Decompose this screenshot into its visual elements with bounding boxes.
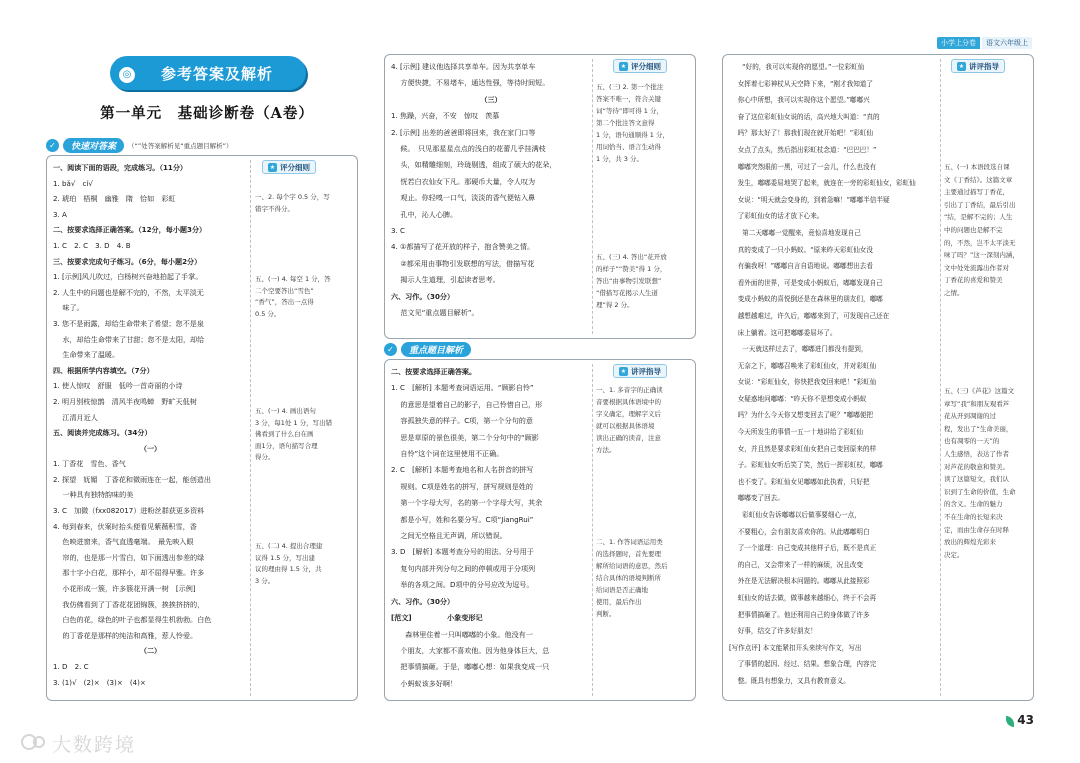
answer-line: 规则。C项是姓名的拼写，拼写规则是姓的 xyxy=(391,481,533,491)
answer-line: 一、阅读下面的语段，完成练习。（11分） xyxy=(53,163,188,172)
scoring-badge-left xyxy=(262,160,316,174)
answer-line: “好的，我可以实现你的愿望。”一位彩虹仙 xyxy=(729,63,865,71)
answer-line: 女挥着七彩神杖从天空降下来，“刚才我知道了 xyxy=(729,79,873,88)
leaf-icon xyxy=(1006,716,1014,727)
answer-line: 嘟嘟突然眼前一黑，可过了一会儿，什么也没有 xyxy=(729,162,877,171)
scoring-note-line: 词“等待”即可得 1 分， xyxy=(596,107,664,115)
watermark-logo-icon xyxy=(20,731,48,753)
scoring-note-line: 决定。 xyxy=(944,550,964,559)
answer-line: 有骗我呀！”嘟嘟自言自语地说。嘟嘟想出去看 xyxy=(729,262,873,271)
answer-line: 了彩虹仙女的话才放下心来。 xyxy=(729,212,824,221)
answer-line: 4. [示例] 建议他选择共享单车。因为共享单车 xyxy=(391,62,536,71)
answer-line: 一种具有独特韵味的美 xyxy=(53,490,134,500)
answer-line: 白色的花，绿色的叶子也都显得生机勃勃。白色 xyxy=(53,615,212,625)
scoring-note-line: 一、1. 多音字的正确读 xyxy=(596,386,663,394)
story-text xyxy=(729,59,939,690)
scoring-badge-middle-label: 评分细则 xyxy=(631,61,661,71)
answer-line: 了事情的起因、经过、结果。想象合理，内容完 xyxy=(729,660,877,669)
answer-line: 1. C [解析] 本题考查词语运用。“顾影自怜” xyxy=(391,383,534,393)
scoring-note-line: 理”得 2 分。 xyxy=(596,301,634,309)
answer-line: 1. bǎ√ cí√ xyxy=(53,178,93,188)
answer-line: 把事情搞砸了。他还利用自己的身体做了许多 xyxy=(729,610,870,619)
scoring-note xyxy=(255,274,331,320)
scoring-note-line: 五、(一) 本语段选自课 xyxy=(944,163,1010,171)
scoring-note-line: 之情。 xyxy=(944,288,964,297)
star-icon: ★ xyxy=(620,62,627,70)
answer-line: 1. C 2. C 3. D 4. B xyxy=(53,240,131,250)
scoring-note-line: 议得 1.5 分，写出建 xyxy=(255,553,315,562)
answer-line: 方便快捷，不易堵车，通达性强，等待时间短。 xyxy=(391,78,550,88)
check-icon: ✓ xyxy=(384,343,397,356)
answer-line: 彩虹仙女告诉嘟嘟以后做事要细心一点， xyxy=(729,511,861,520)
scoring-note-line: 也有凋零的一天”的 xyxy=(944,437,1000,446)
scoring-note-line: 五、(三)《芦花》这篇文 xyxy=(944,387,1015,395)
guidance-badge-middle xyxy=(613,364,667,378)
scoring-note-line: 解所给词语的意思，然后 xyxy=(596,562,668,570)
scoring-note xyxy=(596,81,669,165)
answer-line: 小花形成一簇，许多簇花开满一树 [示例] xyxy=(53,584,196,594)
scoring-note-line: 程，发出了“生命美丽， xyxy=(944,424,1013,433)
answer-line: 森林里住着一只叫嘟嘟的小象。他没有一 xyxy=(391,629,533,639)
answer-line: 五、阅读并完成练习。（34分） xyxy=(53,428,152,438)
scoring-note-line: 答案不唯一，符合关键 xyxy=(596,95,661,103)
answer-line: 思是草原的景色很美，第二个分句中的“顾影 xyxy=(391,432,539,442)
scoring-badge-left-label: 评分细则 xyxy=(280,162,310,172)
scoring-note-line: 主要通过描写丁香花， xyxy=(944,188,1009,197)
answer-line: 3. C xyxy=(391,226,405,236)
answer-line: 我仿佛看到了丁香花花团锦簇，挨挨挤挤的， xyxy=(53,599,205,609)
scoring-note-line: 五、(一) 4. 画出语句 xyxy=(255,407,316,415)
answer-line: 2. [示例] 出差的爸爸即将回来，我在家门口等 xyxy=(391,127,536,137)
scoring-note-line: 读出正确的读音，注意 xyxy=(596,434,661,442)
scoring-note xyxy=(596,251,667,311)
scoring-note xyxy=(596,384,663,456)
quick-answers-heading xyxy=(46,137,233,153)
answer-line: [范文] 小象变形记 xyxy=(391,613,483,623)
answer-line: 二、按要求选择正确答案。 xyxy=(391,367,477,376)
scoring-note-line: 给词语是否正确地 xyxy=(596,586,648,594)
answer-line: 第二天嘟嘟一觉醒来，竟惊喜地发现自己 xyxy=(729,228,861,237)
middle-top-panel xyxy=(384,54,696,339)
scoring-note-line: 读了这篇短文，我们认 xyxy=(944,475,1009,484)
scoring-note-line: 五、(三) 4. 答出“花开放 xyxy=(596,253,667,261)
answer-line: 江清月近人 xyxy=(53,412,98,422)
answer-line: 真的变成了一只小蚂蚁。“原来昨天彩虹仙女没 xyxy=(729,245,873,254)
scoring-note-line: 丁香花的喜爱和赞美 xyxy=(944,276,1003,285)
unit-title: 第一单元 基础诊断卷（A卷） xyxy=(100,105,314,122)
answer-line: （二） xyxy=(139,646,162,656)
answer-line: 女说：“明天就会变身的，到着急嘛！”嘟嘟半信半疑 xyxy=(729,195,890,204)
answer-line: 越想越难过，许久后，嘟嘟来到了，可发现自己还在 xyxy=(729,311,890,320)
scoring-note-line: 字义确定，理解字义后 xyxy=(596,410,661,418)
answer-line: 帘的，也是那一片雪白，如下面透出参差的绿 xyxy=(53,552,205,562)
answer-line: 女疑惑地问嘟嘟：“昨天你不是想变成小蚂蚁 xyxy=(729,394,867,403)
answer-line: 那十字小白花，那样小，却不屈得早雅。许多 xyxy=(53,568,205,578)
answer-line: 味了。 xyxy=(53,303,84,313)
answer-line: 2. 探望 妩媚 丁香花和微雨连在一起，能创造出 xyxy=(53,474,211,484)
answer-line: 举的各项之间。D项中的分号应改为逗号。 xyxy=(391,580,534,590)
answer-line: 个朋友，大家都不喜欢他。因为他身体巨大，总 xyxy=(391,645,550,655)
scoring-note-line: 中的问题也是解不完 xyxy=(944,225,1003,234)
answer-line: 吗？为什么今天你又想变回去了呢？”嘟嘟便把 xyxy=(729,411,873,420)
answer-line: 女点了点头，然后指出彩虹杖念道：“巴巴巴！” xyxy=(729,145,877,154)
scoring-note-line: 音要根据具体语境中的 xyxy=(596,398,661,406)
scoring-note-line: 得分。 xyxy=(255,453,275,461)
answer-line: 也不变了。彩虹仙女见嘟嘟如此执着，只好把 xyxy=(729,477,870,486)
answer-line: 六、习作。（30分） xyxy=(391,291,455,301)
scoring-note-line: 五、(二) 4. 提出合理建 xyxy=(255,542,323,550)
scoring-note-line: 文中处处流露出作者对 xyxy=(944,263,1009,272)
answer-line: 看外面的世界，可是变成小蚂蚁后，嘟嘟发现自己 xyxy=(729,278,883,287)
left-answers xyxy=(53,160,248,690)
scoring-note-line: 判断。 xyxy=(596,610,616,618)
key-analysis-heading xyxy=(384,341,471,357)
page-number: 43 xyxy=(1017,713,1034,727)
scoring-note-line: 一、2. 每个字 0.5 分，写 xyxy=(255,193,330,201)
answer-line: 4. ①都描写了花开放的样子，抱含赞美之情。 xyxy=(391,242,535,252)
answer-line: 第一个字母大写，名的第一个字母大写，其余 xyxy=(391,498,543,508)
scoring-note-line: 3 分。 xyxy=(255,576,275,585)
answer-line: 2. C [解析] 本题考查地名和人名拼音的拼写 xyxy=(391,465,534,475)
answer-line: 六、习作。（30分） xyxy=(391,596,455,606)
scoring-note-line: 二、1. 作答词语运用类 xyxy=(596,538,663,546)
answer-line: 1. D 2. C xyxy=(53,662,89,671)
scoring-note-line: 章写“我”和朋友观看芦 xyxy=(944,399,1010,408)
scoring-note-line: 使用，最后作出 xyxy=(596,598,642,606)
scoring-note-line: 识到了生命的价值，生命 xyxy=(944,487,1016,496)
answer-line: 变成小蚂蚁的喜悦倒还是在森林里的朋友们，嘟嘟 xyxy=(729,295,883,304)
middle-bottom-panel xyxy=(384,359,696,701)
answer-line: 发生，嘟嘟委屈地哭了起来，就连在一旁的彩虹仙女，彩虹仙 xyxy=(729,179,916,188)
answer-line: 1. 焦躁，兴奋，不安 惊叹 羡慕 xyxy=(391,111,500,121)
header-tag-grade: 小学上分卷 xyxy=(937,37,980,49)
star-icon: ★ xyxy=(269,163,276,171)
scoring-note-line: 的，不然，岂不太平淡无 xyxy=(944,238,1016,247)
answer-banner xyxy=(110,56,306,90)
answer-line: 复句内部并列分句之间的停顿或用于分项列 xyxy=(391,563,536,573)
left-panel xyxy=(46,155,358,701)
answer-line: 2. 琥珀 梧桐 幽雅 隋 恰如 彩虹 xyxy=(53,194,176,204)
answer-line: 之间无空格且无声调，所以错误。 xyxy=(391,531,507,541)
answer-line: 孔中，沁人心脾。 xyxy=(391,209,458,219)
answer-line: 小蚂蚁该多好啊！ xyxy=(391,678,458,688)
scoring-note-line: 结合具体的语境判断所 xyxy=(596,574,661,582)
scoring-note-line: 人生感悟，表达了作者 xyxy=(944,449,1009,458)
scoring-note-line: 就可以根据具体语境 xyxy=(596,422,655,430)
answer-line: 色映进窗来，香气直透毫端。 最先映入眼 xyxy=(53,537,194,547)
scoring-note-line: 的含义。生命的魅力 xyxy=(944,500,1003,509)
answer-line: 3. 您不是雨露，却给生命带来了希望；您不是泉 xyxy=(53,318,204,328)
answer-line: 3. (1)√ (2)× (3)× (4)× xyxy=(53,677,146,687)
scoring-note xyxy=(255,192,330,215)
scoring-note-line: “香气”，答出一点得 xyxy=(255,298,314,306)
answer-line: 水，却给生命带来了甘甜；您不是太阳，却给 xyxy=(53,334,205,344)
scoring-note-line: 定，而由生命存在时释 xyxy=(944,525,1009,534)
guidance-badge-right-label: 讲评指导 xyxy=(969,61,999,71)
scoring-note-line: 花从开到凋谢的过 xyxy=(944,412,996,421)
watermark: 大数跨境 xyxy=(52,734,137,756)
scoring-note-line: 面1分，语句描写合理 xyxy=(255,441,318,450)
answer-line: 生命带来了温暖。 xyxy=(53,350,120,360)
scoring-note-line: 用词恰当、语言生动得 xyxy=(596,143,661,151)
scoring-note xyxy=(255,541,322,587)
scoring-note-line: 的样子”“赞美”得 1 分， xyxy=(596,265,667,273)
answer-line: 的自己，又会带来了一样的麻烦，况且改变 xyxy=(729,560,863,569)
guidance-badge-middle-label: 讲评指导 xyxy=(631,366,661,376)
answer-line: 整。既具有想象力，又具有教育意义。 xyxy=(729,676,850,685)
answer-line: 不要粗心，会有朋友喜欢你的。从此嘟嘟明白 xyxy=(729,527,870,536)
scoring-note-line: “结，是解不完的；人生 xyxy=(944,213,1013,222)
answer-line: 了一个道理：自己变成其他样子后，既不是真正 xyxy=(729,544,877,553)
answer-line: 嘟嘟变了回去。 xyxy=(729,494,784,503)
answer-line: 好事，结交了许多好朋友！ xyxy=(729,627,817,636)
scoring-note-line: 第二个批注答文意得 xyxy=(596,119,655,127)
scoring-note-line: 1 分，语句通顺得 1 分， xyxy=(596,131,669,139)
scoring-note-line: 引出了丁香结，最后引出 xyxy=(944,200,1016,209)
column-divider xyxy=(940,59,941,696)
answer-line: 头，如精雕细刻，玲珑剔透，组成了硕大的花朵， xyxy=(391,160,557,170)
answer-line: 2. 明月别枝惊鹊 清风半夜鸣蝉 野旷天低树 xyxy=(53,396,197,406)
answer-line: 把事情搞砸。于是，嘟嘟心想：如果我变成一只 xyxy=(391,662,550,672)
middle-bottom-answers xyxy=(391,364,591,692)
answer-banner-text: 参考答案及解析 xyxy=(160,64,273,83)
right-panel xyxy=(722,54,1034,701)
answer-line: 虹仙女的话去做，做事越来越细心，终于不会再 xyxy=(729,594,877,602)
answer-line: （三） xyxy=(480,94,502,104)
answer-line: [写作点评] 本文能紧扣开头来续写作文，写出 xyxy=(729,643,862,652)
scoring-note-line: “借描写花揭示人生道 xyxy=(596,289,658,297)
target-icon: ◎ xyxy=(116,64,138,86)
scoring-note-line: 二个空要答出“雪色” xyxy=(255,286,314,295)
answer-line: 的意思是望着自己的影子，自己怜惜自己，形 xyxy=(391,399,543,409)
answer-line: 恍若白衣仙女下凡。那硬币大量，令人叹为 xyxy=(391,176,536,186)
answer-line: 奋了这位彩虹仙女说的话，高兴地大叫道：“真的 xyxy=(729,112,880,121)
scoring-note-line: 0.5 分。 xyxy=(255,309,281,318)
scoring-note xyxy=(255,406,332,464)
answer-line: 候。 只见那星星点点的浅白的花蕾几乎挂满枝 xyxy=(391,144,546,154)
scoring-note xyxy=(944,161,1019,300)
answer-line: 范文见“重点题目解析”。 xyxy=(391,308,479,318)
answer-line: 1. 丁香花 雪色、香气 xyxy=(53,459,126,469)
column-divider xyxy=(592,59,593,334)
answer-line: 自怜”这个词在这里使用不正确。 xyxy=(391,449,504,459)
answer-line: 4. 每到春来，伏案时抬头便看见紫薇积雪，香 xyxy=(53,521,197,531)
header-tags xyxy=(937,37,1032,49)
answer-line: 的丁香花是那样的纯洁和高雅，惹人怜爱。 xyxy=(53,630,198,640)
scoring-note-line: 五、(一) 4. 每空 1 分，答 xyxy=(255,275,331,283)
answer-line: 今天所发生的事情一五一十地讲给了彩虹仙 xyxy=(729,428,863,437)
answer-line: 床上躺着。这可把嘟嘟委屈坏了。 xyxy=(729,328,837,337)
scoring-note-line: 1 分，共 3 分。 xyxy=(596,155,643,163)
scoring-note-line: 3 分，每1处 1 分，写出错 xyxy=(255,418,333,427)
star-icon: ★ xyxy=(958,62,965,70)
scoring-note-line: 佛看到了什么白在画 xyxy=(255,430,314,438)
answer-line: 子。彩虹仙女听后笑了笑，然后一挥彩虹杖，嘟嘟 xyxy=(729,461,883,470)
check-icon: ✓ xyxy=(46,139,59,152)
answer-line: 吗？那太好了！那我们现在就开始吧！”彩虹仙 xyxy=(729,129,873,138)
answer-line: 你心中所想，我可以实现你这个愿望。”嘟嘟兴 xyxy=(729,96,870,105)
scoring-note-line: 议的理由得 1.5 分，共 xyxy=(255,565,322,573)
answer-line: 无奈之下，嘟嘟召唤来了彩虹仙女，并对彩虹仙 xyxy=(729,361,877,370)
answer-line: 3. A xyxy=(53,209,67,219)
scoring-note-line: 错字不得分。 xyxy=(255,204,294,213)
answer-line: 三、按要求完成句子练习。（6分，每小题2分） xyxy=(53,256,202,266)
answer-line: 1. [示例]风儿吹过，白杨树兴奋地拍起了手掌。 xyxy=(53,272,203,282)
scoring-note-line: 对芦花的敬意和赞美。 xyxy=(944,462,1009,471)
answer-line: 容孤独失意的样子。C项，第一个分句的意 xyxy=(391,416,533,426)
quick-answers-note: （“”处答案解析见“重点题目解析”） xyxy=(128,141,233,150)
answer-line: 女，并且然是要求彩虹仙女把自己变回原来的样 xyxy=(729,444,877,453)
answer-line: 都是小写，姓和名要分写。C项“JiangRui” xyxy=(391,514,534,524)
quick-answers-label: 快速对答案 xyxy=(63,138,124,153)
column-divider xyxy=(592,364,593,696)
answer-line: 一天就这样过去了，嘟嘟进门都没有提到， xyxy=(729,345,868,354)
scoring-note-line: 文《丁香结》。这篇文章 xyxy=(944,175,1013,184)
answer-line: 四、根据所学内容填空。（7分） xyxy=(53,365,154,375)
answer-line: 1. 使人惊叹 舒服 低吟一首奇丽的小诗 xyxy=(53,381,183,391)
scoring-note-line: 答出“由事物引发联想” xyxy=(596,277,662,285)
star-icon: ★ xyxy=(620,367,627,375)
answer-line: 外在是无法解决根本问题的。嘟嘟从此接照彩 xyxy=(729,577,870,586)
scoring-note-line: 放出的辉煌光彩来 xyxy=(944,538,996,547)
scoring-note-line: 五、(三) 2. 第一个批注 xyxy=(596,83,664,91)
scoring-note-line: 方法。 xyxy=(596,446,616,454)
key-analysis-label: 重点题目解析 xyxy=(401,342,471,357)
middle-top-answers xyxy=(391,59,591,322)
scoring-note-line: 的选择题时，首先要理 xyxy=(596,550,661,558)
scoring-note-line: 味了吗？”这一深刻内涵， xyxy=(944,251,1019,260)
scoring-badge-middle xyxy=(613,59,667,73)
scoring-note xyxy=(596,536,668,620)
guidance-badge-right xyxy=(951,59,1005,73)
header-tag-subject: 语文六年级上 xyxy=(982,37,1032,49)
answer-line: 二、按要求选择正确答案。（12分，每小题3分） xyxy=(53,225,207,235)
answer-line: 女说：“彩虹仙女，你快把我变回来吧！”彩虹仙 xyxy=(729,378,877,387)
scoring-note xyxy=(944,385,1016,561)
scoring-note-line: 不在生命的长短来决 xyxy=(944,512,1003,521)
answer-line: 观止。你轻嗅一口气，淡淡的香气便钻入鼻 xyxy=(391,193,536,203)
answer-line: （一） xyxy=(139,443,162,453)
column-divider xyxy=(250,160,251,696)
answer-line: 揭示人生道理，引起读者思考。 xyxy=(391,275,500,285)
answer-line: ②都采用由事物引发联想的写法，借描写花 xyxy=(391,258,535,268)
answer-line: 2. 人生中的问题也是解不完的，不然，太平淡无 xyxy=(53,287,204,297)
answer-line: 3. C 加微（fxx082017）进粉丝群获更多资料 xyxy=(53,506,205,516)
answer-line: 3. D [解析] 本题考查分号的用法。分号用于 xyxy=(391,547,534,557)
